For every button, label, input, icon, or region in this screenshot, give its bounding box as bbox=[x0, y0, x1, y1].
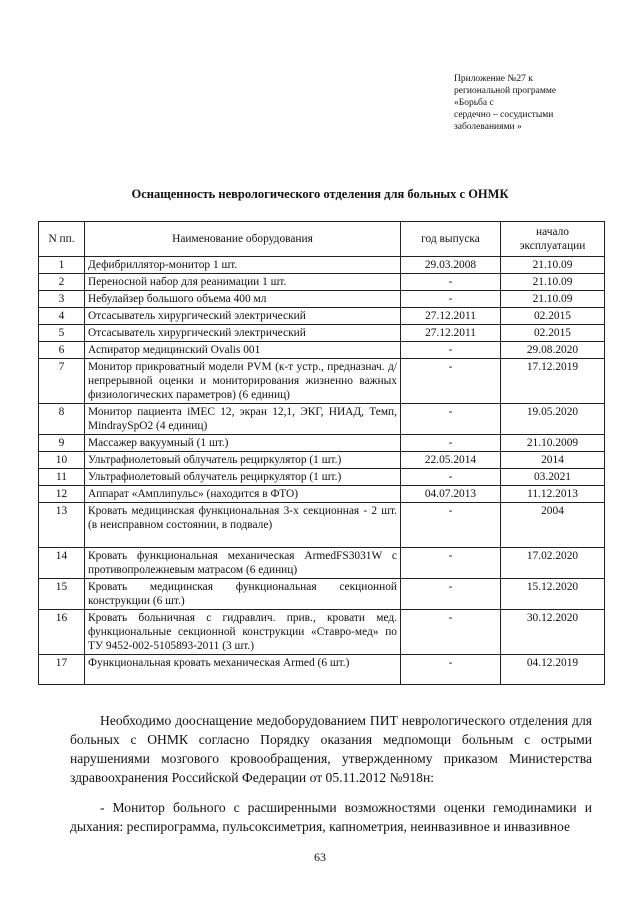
cell-year: - bbox=[401, 655, 501, 685]
cell-start: 19.05.2020 bbox=[501, 404, 605, 435]
cell-name: Кровать больничная с гидравлич. прив., кровати мед. функциональные секционной конструкции «Ставро-мед» по ТУ 9452-002-5105893-2011 (3 шт.) bbox=[85, 610, 401, 655]
cell-num: 14 bbox=[39, 548, 85, 579]
cell-name: Кровать функциональная механическая ArmedFS3031W с противопролежневым матрасом (6 единиц) bbox=[85, 548, 401, 579]
cell-num: 2 bbox=[39, 274, 85, 291]
table-row bbox=[39, 452, 605, 469]
cell-year: 04.07.2013 bbox=[401, 486, 501, 503]
cell-name: Небулайзер большого объема 400 мл bbox=[85, 291, 401, 308]
cell-name: Аспиратор медицинский Ovalis 001 bbox=[85, 342, 401, 359]
cell-num: 16 bbox=[39, 610, 85, 655]
appendix-line: «Борьба с bbox=[454, 98, 494, 108]
paragraph-text: Необходимо дооснащение медоборудованием ПИТ неврологического отделения для больных с ОНМК согласно Порядку оказания медпомощи больным с острыми нарушениями мозгового кровообращения, утвержденному приказом Министерства здравоохранения Российской Федерации от 05.11.2012 №918н: bbox=[70, 713, 592, 785]
table-row bbox=[39, 342, 605, 359]
table-row bbox=[39, 503, 605, 548]
table-row bbox=[39, 404, 605, 435]
cell-start: 17.02.2020 bbox=[501, 548, 605, 579]
cell-year: - bbox=[401, 503, 501, 548]
cell-year: - bbox=[401, 610, 501, 655]
cell-year: - bbox=[401, 404, 501, 435]
appendix-note bbox=[454, 73, 604, 133]
table-row bbox=[39, 274, 605, 291]
cell-year: 27.12.2011 bbox=[401, 325, 501, 342]
header-year: год выпуска bbox=[401, 222, 501, 257]
cell-num: 13 bbox=[39, 503, 85, 548]
cell-start: 21.10.2009 bbox=[501, 435, 605, 452]
cell-name: Функциональная кровать механическая Armed (6 шт.) bbox=[85, 655, 401, 685]
cell-name: Дефибриллятор-монитор 1 шт. bbox=[85, 257, 401, 274]
document-title: Оснащенность неврологического отделения для больных с ОНМК bbox=[131, 187, 509, 201]
cell-num: 4 bbox=[39, 308, 85, 325]
cell-year: - bbox=[401, 342, 501, 359]
table-row bbox=[39, 579, 605, 610]
cell-num: 9 bbox=[39, 435, 85, 452]
cell-year: - bbox=[401, 435, 501, 452]
table-row bbox=[39, 325, 605, 342]
cell-start: 02.2015 bbox=[501, 325, 605, 342]
body-paragraph bbox=[70, 798, 592, 836]
cell-start: 21.10.09 bbox=[501, 257, 605, 274]
table-row bbox=[39, 308, 605, 325]
cell-year: - bbox=[401, 274, 501, 291]
cell-num: 15 bbox=[39, 579, 85, 610]
cell-name: Монитор прикроватный модели PVM (к-т устр., предназнач. д/непрерывной оценки и мониторирования жизненно важных физиологических параметров) (6 единиц) bbox=[85, 359, 401, 404]
cell-name: Массажер вакуумный (1 шт.) bbox=[85, 435, 401, 452]
cell-name: Кровать медицинская функциональная 3-х секционная - 2 шт. (в неисправном состоянии, в подвале) bbox=[85, 503, 401, 548]
cell-name: Отсасыватель хирургический электрический bbox=[85, 325, 401, 342]
table-row bbox=[39, 655, 605, 685]
cell-year: - bbox=[401, 469, 501, 486]
cell-num: 1 bbox=[39, 257, 85, 274]
equipment-table bbox=[38, 221, 605, 685]
cell-start: 02.2015 bbox=[501, 308, 605, 325]
header-name: Наименование оборудования bbox=[85, 222, 401, 257]
cell-num: 3 bbox=[39, 291, 85, 308]
cell-start: 29.08.2020 bbox=[501, 342, 605, 359]
cell-start: 03.2021 bbox=[501, 469, 605, 486]
cell-num: 17 bbox=[39, 655, 85, 685]
header-start: начало эксплуатации bbox=[501, 222, 605, 257]
cell-start: 2004 bbox=[501, 503, 605, 548]
cell-num: 6 bbox=[39, 342, 85, 359]
table-row bbox=[39, 610, 605, 655]
body-paragraph bbox=[70, 711, 592, 787]
cell-start: 2014 bbox=[501, 452, 605, 469]
cell-year: - bbox=[401, 291, 501, 308]
table-row bbox=[39, 359, 605, 404]
table-row bbox=[39, 291, 605, 308]
cell-name: Ультрафиолетовый облучатель рециркулятор (1 шт.) bbox=[85, 452, 401, 469]
cell-name: Аппарат «Амплипульс» (находится в ФТО) bbox=[85, 486, 401, 503]
appendix-line: заболеваниями » bbox=[454, 122, 522, 132]
cell-year: - bbox=[401, 359, 501, 404]
cell-year: - bbox=[401, 548, 501, 579]
appendix-line: сердечно – сосудистыми bbox=[454, 110, 554, 120]
cell-start: 21.10.09 bbox=[501, 291, 605, 308]
page-number: 63 bbox=[314, 850, 326, 864]
table-row bbox=[39, 548, 605, 579]
cell-name: Монитор пациента iMEC 12, экран 12,1, ЭКГ, НИАД, Темп, MindraySpO2 (4 единиц) bbox=[85, 404, 401, 435]
cell-start: 21.10.09 bbox=[501, 274, 605, 291]
cell-num: 12 bbox=[39, 486, 85, 503]
appendix-line: региональной программе bbox=[454, 86, 557, 96]
cell-start: 04.12.2019 bbox=[501, 655, 605, 685]
header-num: N пп. bbox=[39, 222, 85, 257]
cell-name: Ультрафиолетовый облучатель рециркулятор (1 шт.) bbox=[85, 469, 401, 486]
cell-name: Кровать медицинская функциональная секционной конструкции (6 шт.) bbox=[85, 579, 401, 610]
cell-year: 22.05.2014 bbox=[401, 452, 501, 469]
cell-year: 29.03.2008 bbox=[401, 257, 501, 274]
cell-year: 27.12.2011 bbox=[401, 308, 501, 325]
cell-num: 8 bbox=[39, 404, 85, 435]
table-row bbox=[39, 486, 605, 503]
paragraph-text: - Монитор больного с расширенными возможностями оценки гемодинамики и дыхания: респирограмма, пульсоксиметрия, капнометрия, неинвазивное и инвазивное bbox=[70, 800, 592, 834]
cell-start: 17.12.2019 bbox=[501, 359, 605, 404]
cell-year: - bbox=[401, 579, 501, 610]
cell-start: 30.12.2020 bbox=[501, 610, 605, 655]
cell-num: 10 bbox=[39, 452, 85, 469]
table-row bbox=[39, 469, 605, 486]
cell-num: 7 bbox=[39, 359, 85, 404]
table-header-row bbox=[39, 222, 605, 257]
cell-num: 5 bbox=[39, 325, 85, 342]
cell-num: 11 bbox=[39, 469, 85, 486]
cell-name: Переносной набор для реанимации 1 шт. bbox=[85, 274, 401, 291]
cell-start: 15.12.2020 bbox=[501, 579, 605, 610]
cell-start: 11.12.2013 bbox=[501, 486, 605, 503]
table-row bbox=[39, 257, 605, 274]
appendix-line: Приложение №27 к bbox=[454, 74, 533, 84]
table-row bbox=[39, 435, 605, 452]
cell-name: Отсасыватель хирургический электрический bbox=[85, 308, 401, 325]
